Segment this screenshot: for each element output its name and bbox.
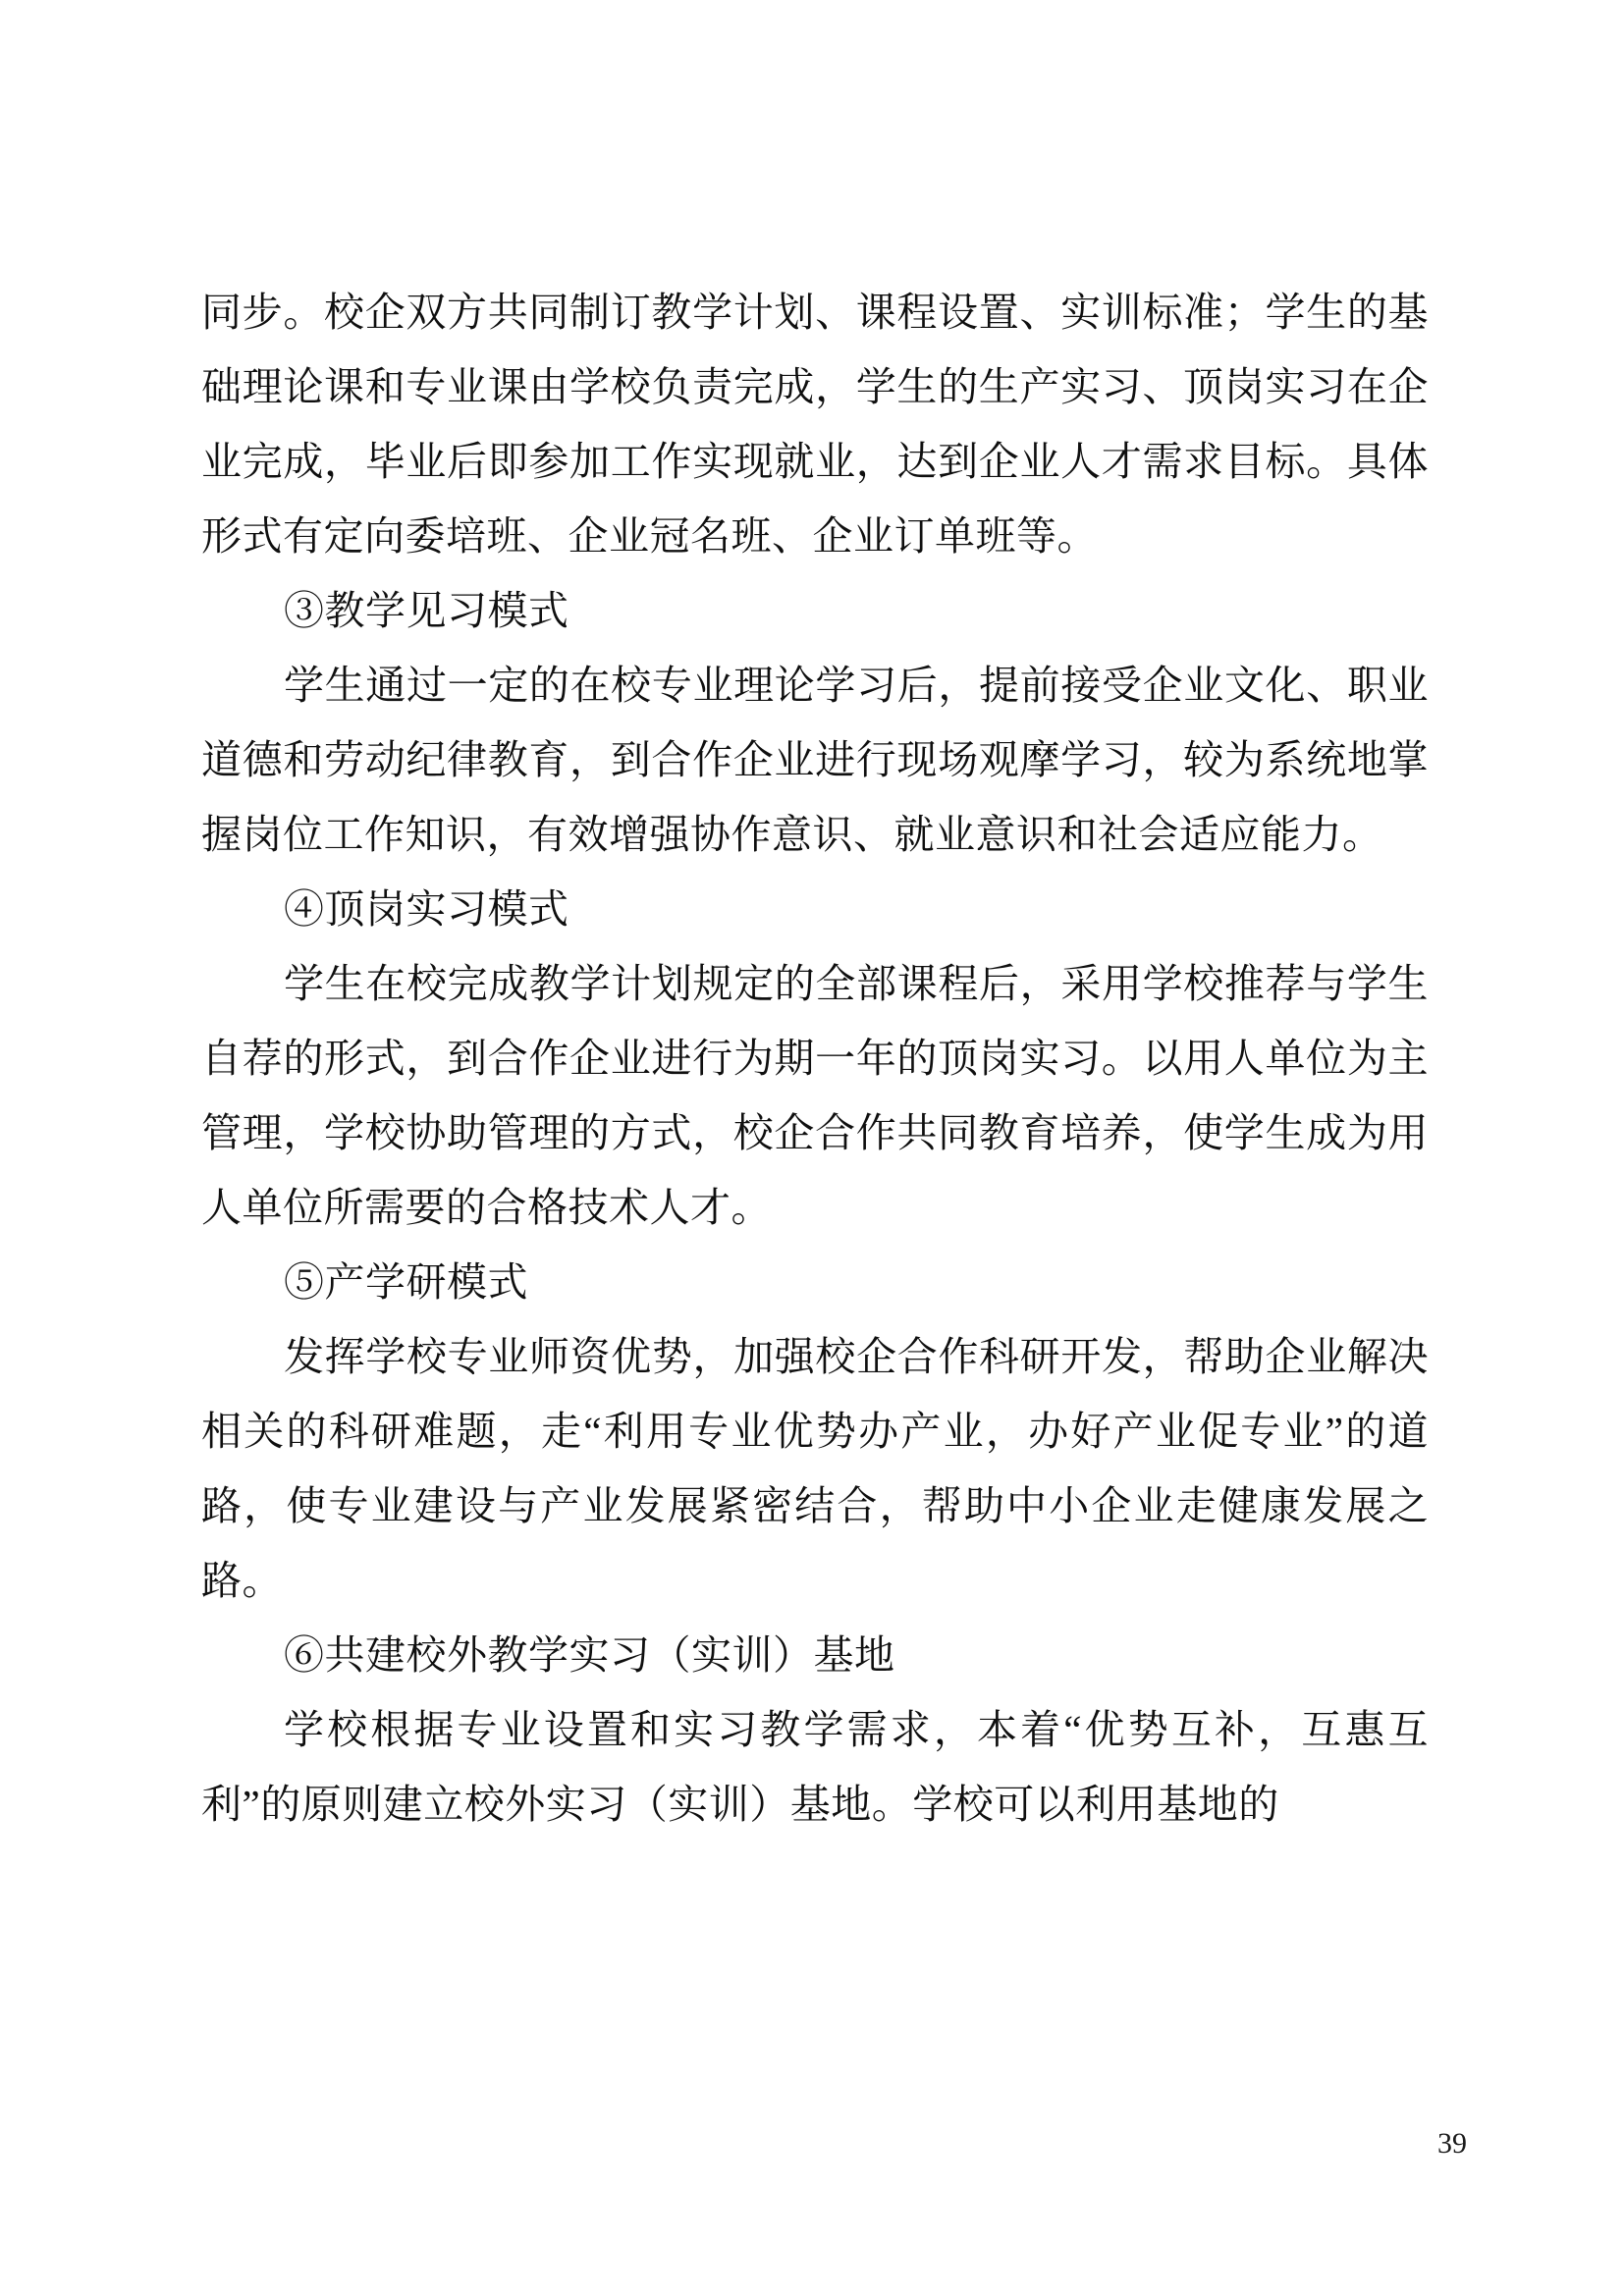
paragraph-post-practice-mode: 学生在校完成教学计划规定的全部课程后，采用学校推荐与学生自荐的形式，到合作企业进行为期一年的顶岗实习。以用人单位为主管理，学校协助管理的方式，校企合作共同教育培养，使学生成为用人单位所需要的合格技术人才。 xyxy=(201,961,1429,1230)
paragraph-continuation: 同步。校企双方共同制订教学计划、课程设置、实训标准；学生的基础理论课和专业课由学校负责完成，学生的生产实习、顶岗实习在企业完成，毕业后即参加工作实现就业，达到企业人才需求目标。具体形式有定向委培班、企业冠名班、企业订单班等。 xyxy=(201,290,1429,559)
paragraph-off-campus-base: 学校根据专业设置和实习教学需求，本着“优势互补，互惠互利”的原则建立校外实习（实训）基地。学校可以利用基地的 xyxy=(201,1707,1429,1827)
paragraph-teaching-internship-mode: 学生通过一定的在校专业理论学习后，提前接受企业文化、职业道德和劳动纪律教育，到合作企业进行现场观摩学习，较为系统地掌握岗位工作知识，有效增强协作意识、就业意识和社会适应能力。 xyxy=(201,663,1429,857)
heading-off-campus-base: ⑥共建校外教学实习（实训）基地 xyxy=(284,1632,895,1678)
heading-post-practice-mode: ④顶岗实习模式 xyxy=(284,886,569,932)
page-number: 39 xyxy=(1437,2127,1467,2160)
page-content xyxy=(201,275,1429,1842)
heading-industry-research-mode: ⑤产学研模式 xyxy=(284,1259,528,1305)
heading-teaching-internship-mode: ③教学见习模式 xyxy=(284,588,569,633)
paragraph-industry-research-mode: 发挥学校专业师资优势，加强校企合作科研开发，帮助企业解决相关的科研难题，走“利用专业优势办产业，办好产业促专业”的道路，使专业建设与产业发展紧密结合，帮助中小企业走健康发展之路。 xyxy=(201,1334,1429,1603)
